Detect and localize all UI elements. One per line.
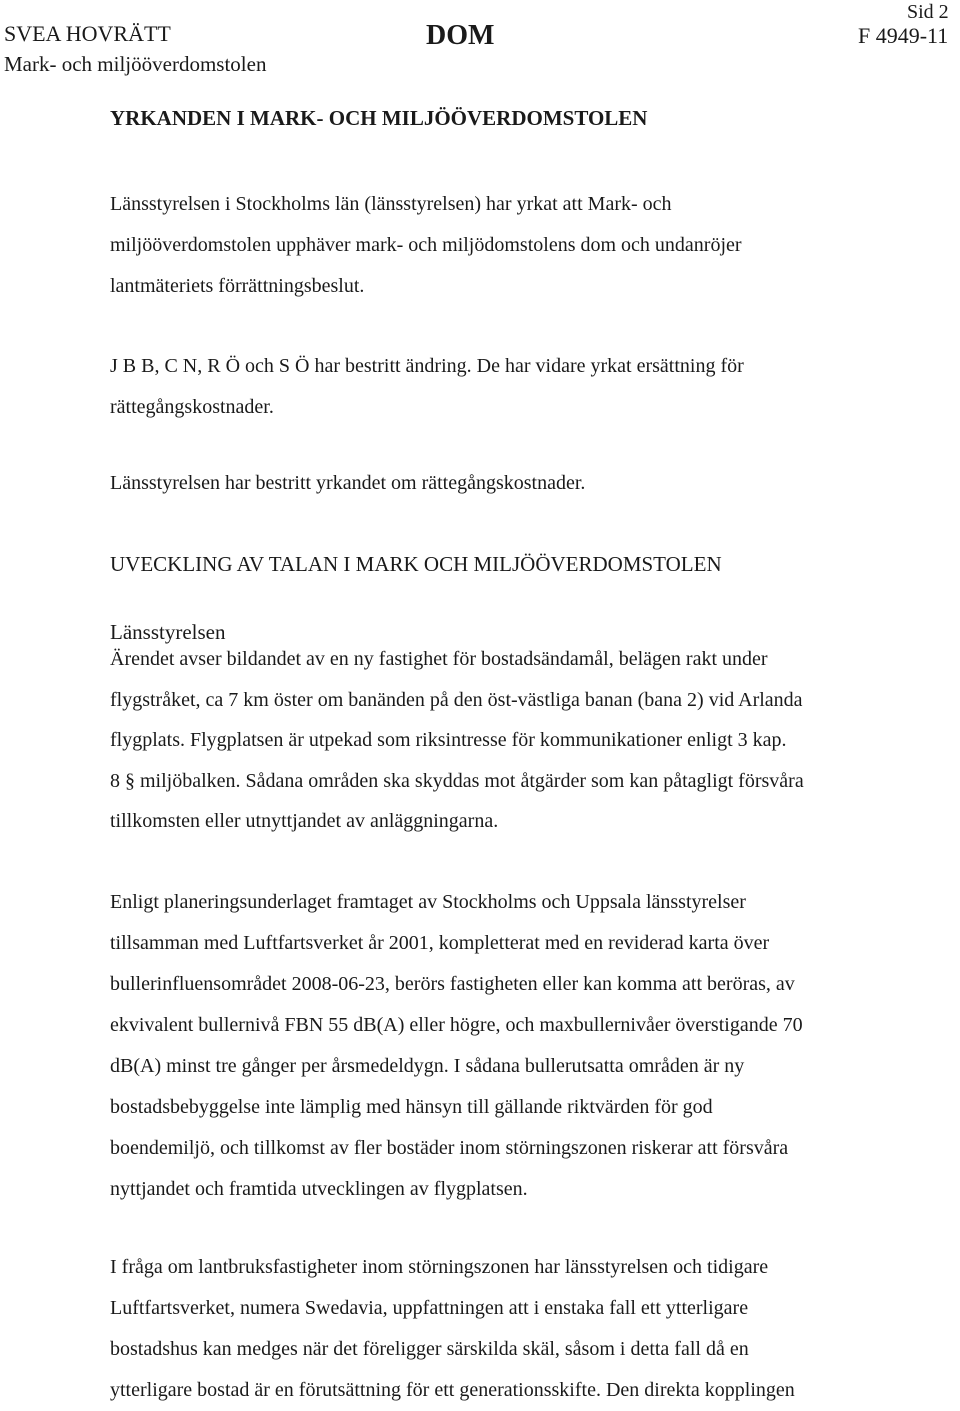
paragraph-development-1 <box>110 639 804 842</box>
text-line: dB(A) minst tre gånger per årsmedeldygn. I sådana bullerutsatta områden är ny <box>110 1055 745 1077</box>
document-type: DOM <box>426 20 495 51</box>
paragraph-development-2 <box>110 882 803 1210</box>
court-division: Mark- och miljööverdomstolen <box>4 52 267 76</box>
text-line: Enligt planeringsunderlaget framtaget av Stockholms och Uppsala länsstyrelser <box>110 891 746 913</box>
paragraph-claims-3 <box>110 468 585 498</box>
text-line: bostadsbebyggelse inte lämplig med hänsyn till gällande riktvärden för god <box>110 1096 713 1118</box>
text-line: Länsstyrelsen i Stockholms län (länsstyrelsen) har yrkat att Mark- och <box>110 193 672 215</box>
text-line: nyttjandet och framtida utvecklingen av flygplatsen. <box>110 1178 528 1200</box>
text-line: J B B, C N, R Ö och S Ö har bestritt ändring. De har vidare yrkat ersättning för <box>110 355 744 377</box>
text-line: ytterligare bostad är en förutsättning för ett generationsskifte. Den direkta kopplingen <box>110 1379 795 1401</box>
text-line: tillkomsten eller utnyttjandet av anläggningarna. <box>110 810 499 832</box>
case-number: F 4949-11 <box>858 23 949 48</box>
text-line: bullerinfluensområdet 2008-06-23, berörs fastigheten eller kan komma att beröras, av <box>110 973 795 995</box>
text-line: Ärendet avser bildandet av en ny fastighet för bostadsändamål, belägen rakt under <box>110 648 768 670</box>
text-line: flygplats. Flygplatsen är utpekad som riksintresse för kommunikationer enligt 3 kap. <box>110 729 787 751</box>
section-heading-development: UVECKLING AV TALAN I MARK OCH MILJÖÖVERDOMSTOLEN <box>110 552 722 576</box>
text-line: boendemiljö, och tillkomst av fler bostäder inom störningszonen riskerar att försvåra <box>110 1137 789 1159</box>
text-line: miljööverdomstolen upphäver mark- och miljödomstolens dom och undanröjer <box>110 234 742 256</box>
text-line: rättegångskostnader. <box>110 396 274 418</box>
text-line: Luftfartsverket, numera Swedavia, uppfattningen att i enstaka fall ett ytterligare <box>110 1297 749 1319</box>
text-line: lantmäteriets förrättningsbeslut. <box>110 275 365 297</box>
text-line: ekvivalent bullernivå FBN 55 dB(A) eller högre, och maxbullernivåer överstigande 70 <box>110 1014 803 1036</box>
text-line: I fråga om lantbruksfastigheter inom störningszonen har länsstyrelsen och tidigare <box>110 1256 769 1278</box>
text-line: Länsstyrelsen har bestritt yrkandet om rättegångskostnader. <box>110 472 586 494</box>
text-line: tillsamman med Luftfartsverket år 2001, kompletterat med en reviderad karta över <box>110 932 770 954</box>
section-heading-claims: YRKANDEN I MARK- OCH MILJÖÖVERDOMSTOLEN <box>110 106 648 130</box>
paragraph-claims-1 <box>110 184 742 307</box>
text-line: bostadshus kan medges när det föreligger särskilda skäl, såsom i detta fall då en <box>110 1338 749 1360</box>
paragraph-claims-2 <box>110 346 744 428</box>
text-line: 8 § miljöbalken. Sådana områden ska skyddas mot åtgärder som kan påtagligt försvåra <box>110 769 804 792</box>
paragraph-development-3 <box>110 1247 795 1411</box>
text-line: flygstråket, ca 7 km öster om banänden på den öst-västliga banan (bana 2) vid Arlanda <box>110 688 803 711</box>
party-subheading: Länsstyrelsen <box>110 620 226 644</box>
court-name: SVEA HOVRÄTT <box>4 21 171 46</box>
page-number: Sid 2 <box>907 1 949 23</box>
